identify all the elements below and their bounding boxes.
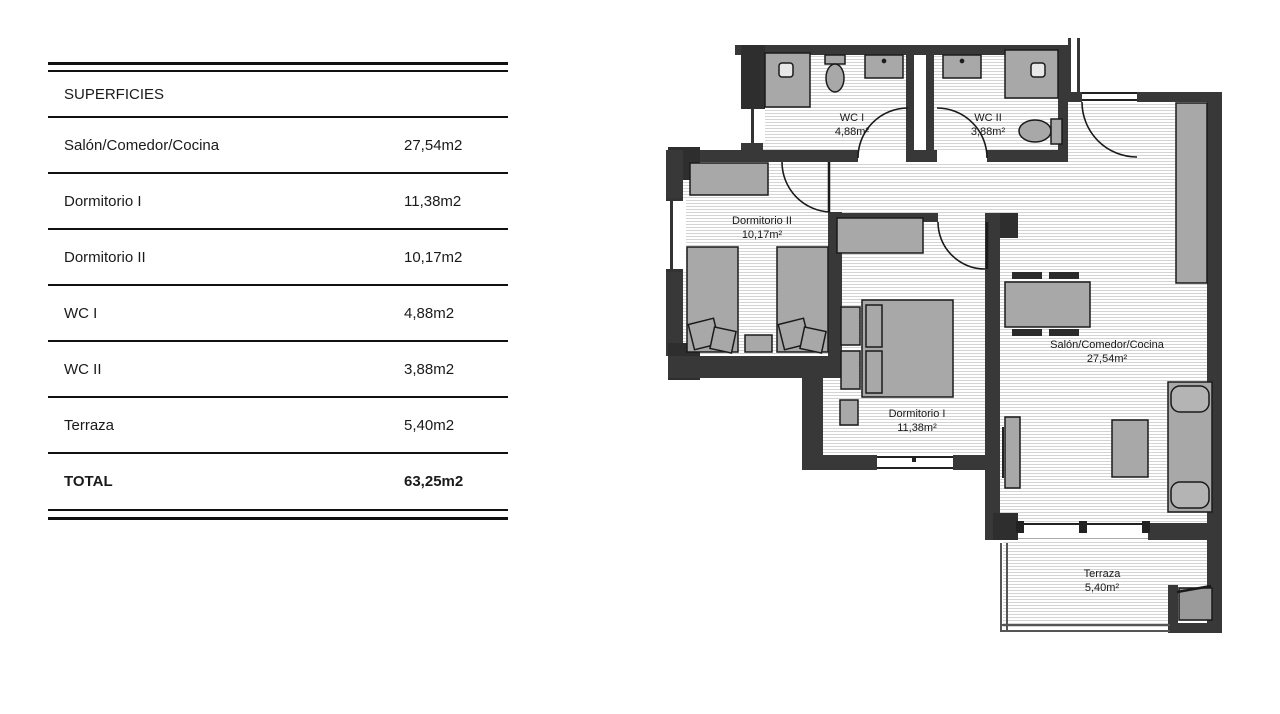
toilet-bowl [826, 64, 844, 92]
room-area-value: 5,40m2 [404, 416, 455, 434]
nightstand [841, 307, 860, 345]
surfaces-table [48, 62, 508, 520]
room-label-salon: Salón/Comedor/Cocina [1050, 339, 1164, 351]
table-row [48, 286, 508, 342]
pillow [710, 327, 736, 353]
room-label-wc2: WC II [974, 112, 1002, 124]
kitchen-counter [1176, 103, 1207, 283]
shower-drain [779, 63, 793, 77]
sofa-cushion [1171, 386, 1209, 412]
pillow [866, 305, 882, 347]
shower-drain [1031, 63, 1045, 77]
basin-tap [882, 59, 885, 62]
room-area-salon: 27,54m² [1086, 353, 1128, 365]
washbasin [943, 55, 981, 78]
dining-chair [1049, 272, 1079, 279]
stool [840, 400, 858, 425]
toilet-tank [1051, 119, 1062, 144]
room-area-value: 10,17m2 [404, 248, 463, 266]
table-row [48, 398, 508, 454]
room-area-wc1: 4,88m² [834, 126, 870, 138]
toilet-bowl [1019, 120, 1051, 142]
table-total-row [48, 454, 508, 509]
table-header-row [48, 72, 508, 118]
nightstand [745, 335, 772, 352]
total-value: 63,25m2 [404, 473, 464, 490]
room-label-terraza: Terraza [1083, 568, 1121, 580]
room-label: Dormitorio II [64, 248, 146, 266]
dining-chair [1012, 329, 1042, 336]
table-bottom-rule-2 [48, 517, 508, 520]
pillow [800, 327, 826, 353]
room-label-dorm2: Dormitorio II [732, 215, 792, 227]
table-row [48, 230, 508, 286]
room-label-wc1: WC I [839, 112, 865, 124]
room-area-dorm2: 10,17m² [741, 229, 783, 241]
room-area-dorm1: 11,38m² [897, 422, 937, 434]
nightstand [841, 351, 860, 389]
room-area-terraza: 5,40m² [1084, 582, 1120, 594]
dining-table [1005, 282, 1090, 327]
wardrobe [690, 163, 768, 195]
room-label: WC II [64, 360, 102, 378]
shower-tray [765, 53, 810, 107]
table-row [48, 118, 508, 174]
terrace-planter [1179, 588, 1212, 620]
room-area-value: 27,54m2 [404, 136, 463, 154]
pillow [866, 351, 882, 393]
tv-cabinet [1005, 417, 1020, 488]
room-area-wc2: 3,88m² [970, 126, 1006, 138]
washbasin [865, 55, 903, 78]
sofa-cushion [1171, 482, 1209, 508]
basin-tap [960, 59, 963, 62]
room-area-value: 4,88m2 [404, 304, 455, 322]
wardrobe [837, 218, 923, 253]
table-row [48, 174, 508, 230]
room-label-dorm1: Dormitorio I [888, 408, 946, 420]
room-label: Salón/Comedor/Cocina [64, 136, 220, 154]
room-label: Terraza [64, 416, 115, 434]
room-area-value: 3,88m2 [404, 360, 455, 378]
total-label: TOTAL [64, 473, 113, 490]
table-header-label: SUPERFICIES [64, 85, 165, 103]
tv-screen [1002, 427, 1004, 478]
coffee-table [1112, 420, 1148, 477]
room-label: Dormitorio I [64, 192, 142, 210]
floor-plan [655, 35, 1230, 650]
room-label: WC I [64, 304, 98, 322]
room-area-value: 11,38m2 [404, 192, 462, 210]
dining-chair [1049, 329, 1079, 336]
dining-chair [1012, 272, 1042, 279]
table-row [48, 342, 508, 398]
toilet-tank [825, 55, 845, 64]
